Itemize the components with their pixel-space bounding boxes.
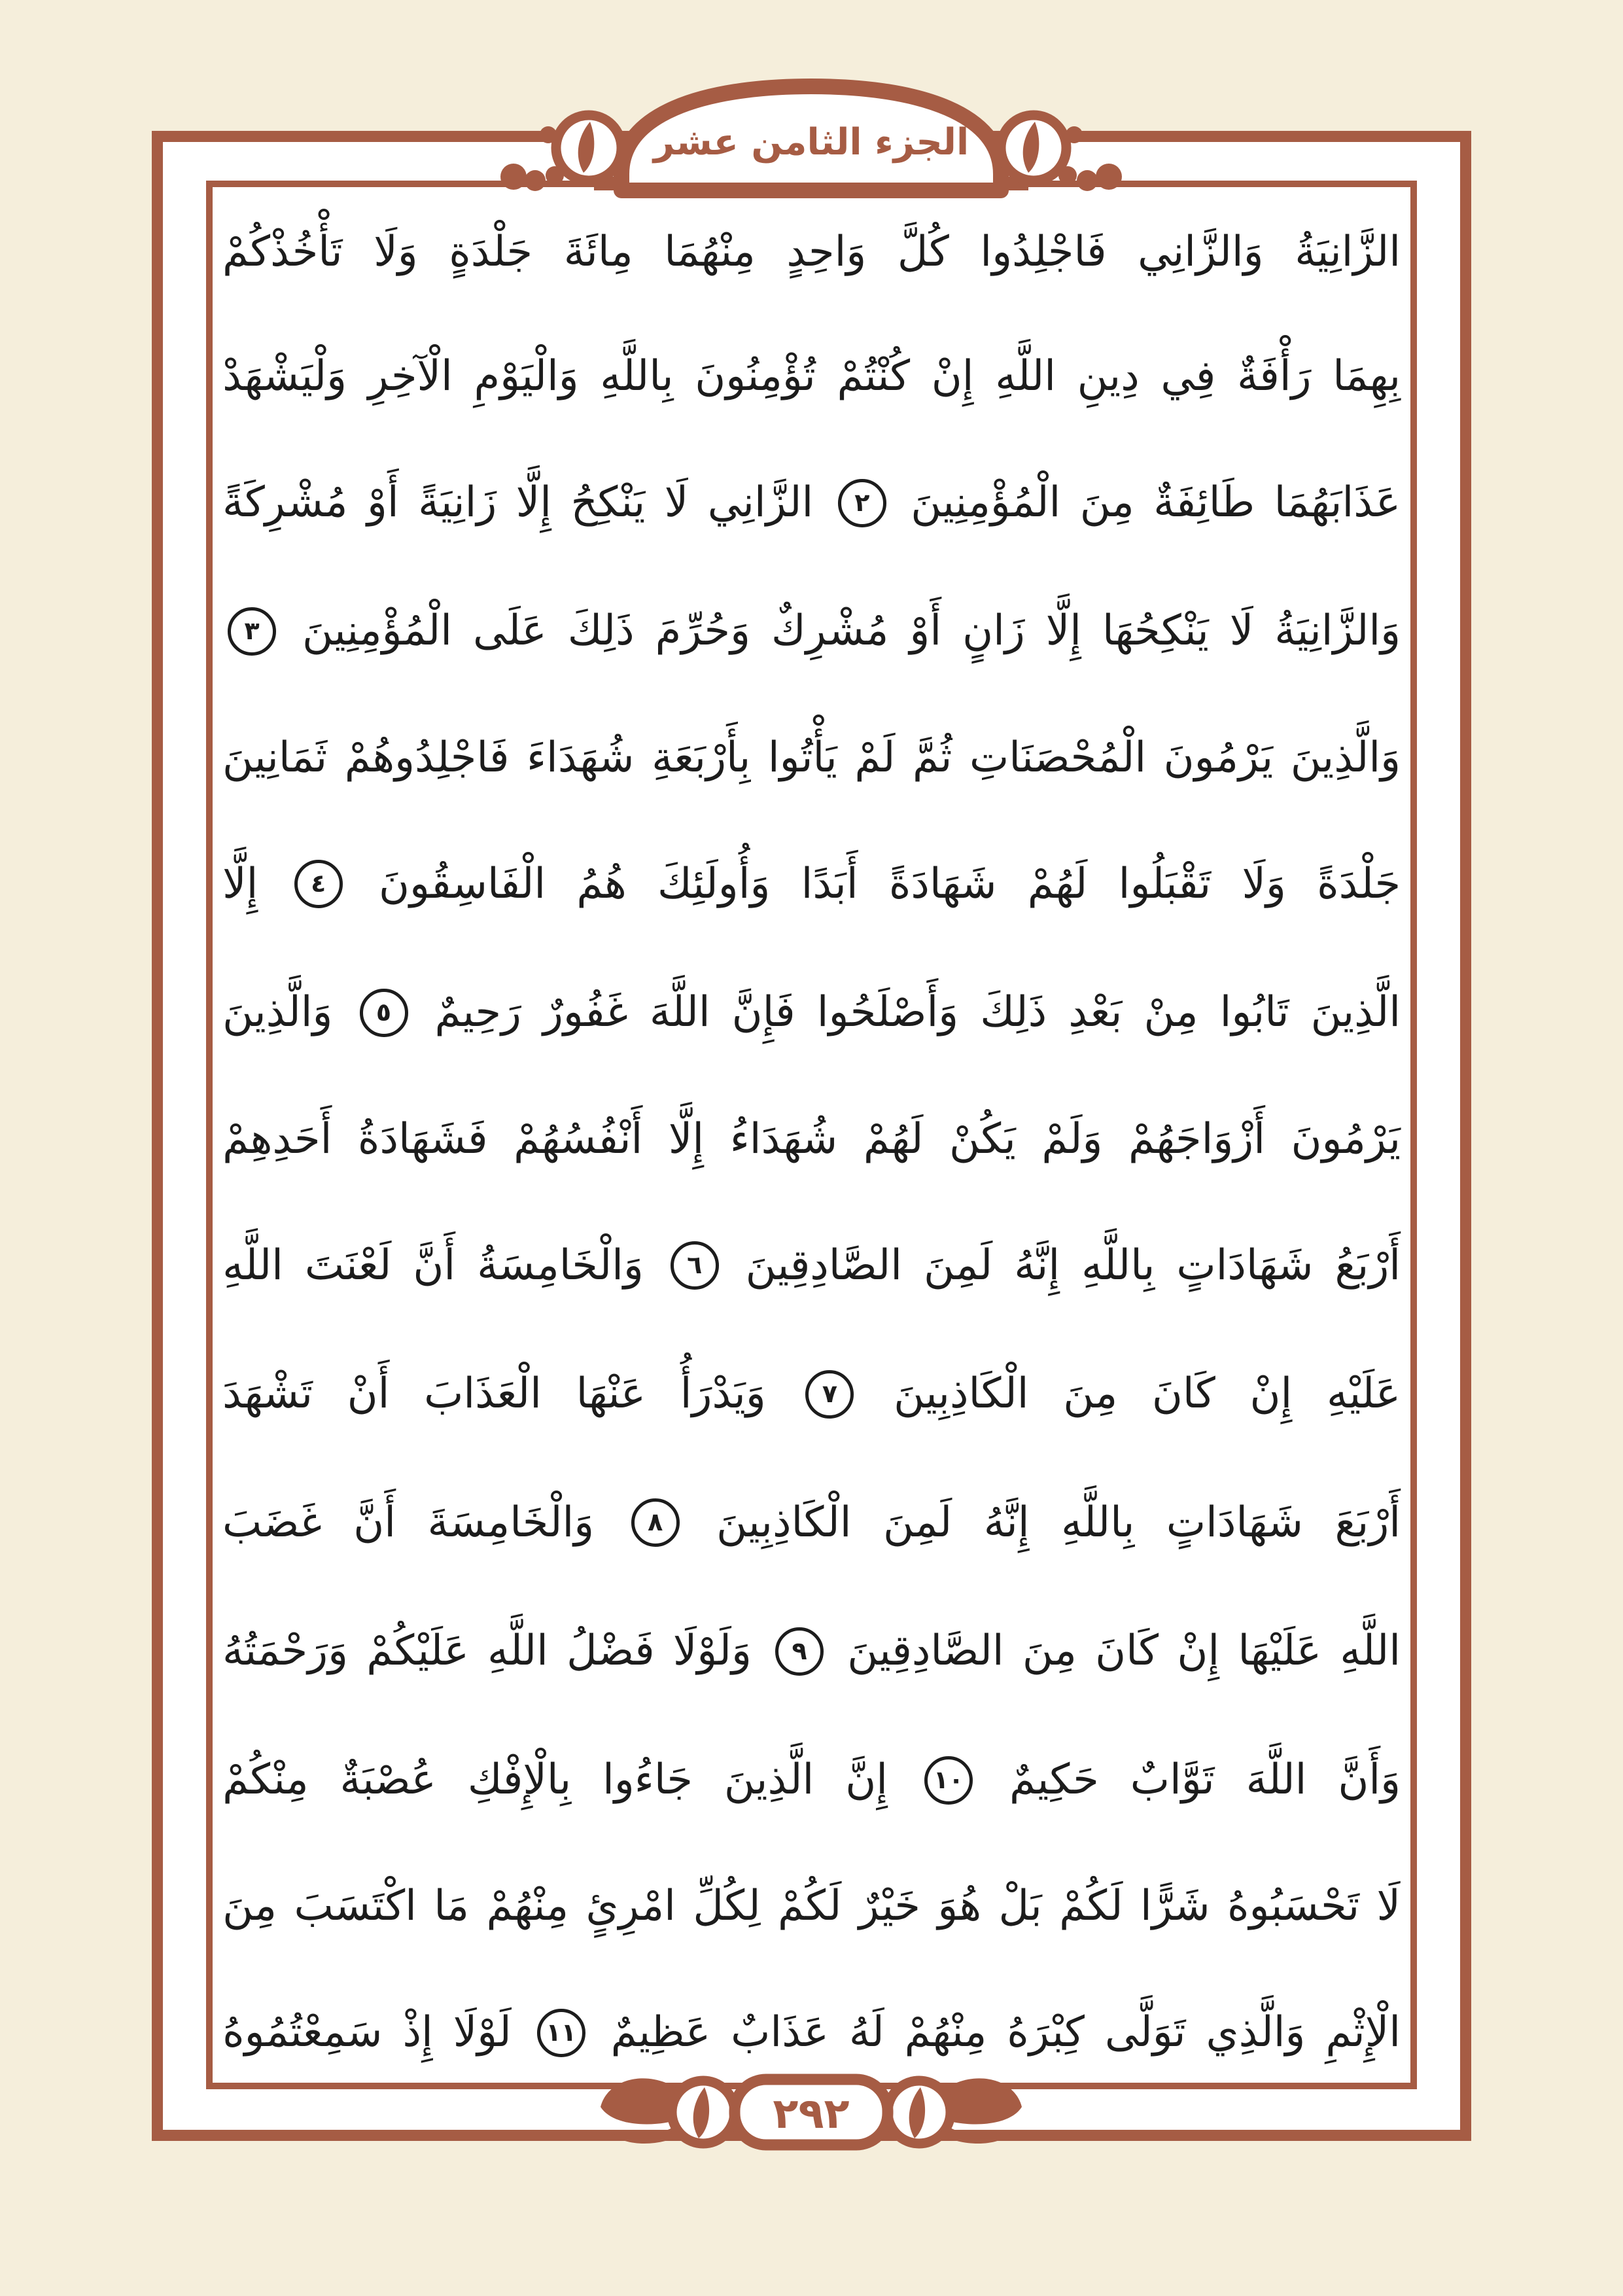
ayah-word: وَاحِدٍ	[786, 228, 867, 276]
ayah-word: عَنْهَا	[576, 1369, 646, 1419]
verse-number: ٥	[375, 997, 392, 1027]
ayah-word: اللَّهِ	[995, 351, 1056, 400]
ayah-word: الصَّادِقِينَ	[847, 1627, 1004, 1676]
ayah-word: فَاجْلِدُوهُمْ	[344, 733, 510, 782]
ayah-word: لَا	[1376, 1882, 1401, 1931]
ayah-word: وَلَمْ	[1041, 1114, 1103, 1163]
ayah-word: عَلَيْهِ	[1327, 1369, 1401, 1419]
ayah-word: عَلَى	[472, 607, 547, 656]
ayah-word: ثُمَّ	[913, 733, 952, 782]
ayah-word: طَائِفَةٌ	[1153, 478, 1255, 527]
ayah-word: جَلْدَةٍ	[449, 228, 533, 276]
ayah-word: إِنَّ	[845, 1755, 888, 1804]
ayah-word: بَلْ	[998, 1882, 1042, 1931]
ayah-word: شُهَدَاءُ	[729, 1114, 838, 1163]
ayah-word: عَظِيمٌ	[610, 2008, 711, 2057]
ayah-word: تَقْبَلُوا	[1118, 859, 1212, 908]
ayah-word: بِاللَّهِ	[600, 351, 674, 400]
ayah-word: زَانٍ	[962, 607, 1025, 656]
ayah-word: عَلَيْهَا	[1238, 1627, 1321, 1676]
quran-line	[222, 607, 1401, 656]
ayah-word: أَوْ	[909, 607, 942, 656]
ayah-word: وَالَّذِينَ	[222, 988, 333, 1037]
verse-number: ٩	[792, 1636, 807, 1665]
ayah-word: وَلْيَشْهَدْ	[222, 351, 347, 400]
ayah-word: شَهَادَةً	[888, 859, 997, 908]
ayah-word: غَفُورٌ	[542, 988, 628, 1037]
footer-ornament	[582, 2055, 1040, 2169]
ayah-word: الْإِثْمِ	[1325, 2008, 1401, 2057]
page-number: ٢٩٢	[773, 2090, 850, 2138]
verse-number: ٢	[854, 487, 870, 517]
ayah-word: وَأَصْلَحُوا	[816, 988, 959, 1037]
ayah-word: كَانَ	[1095, 1627, 1159, 1676]
ayah-word: شُهَدَاءَ	[526, 733, 635, 782]
ayah-word: وَالزَّانِي	[1138, 228, 1264, 276]
ayah-word: عَذَابَهُمَا	[1274, 478, 1401, 527]
ayah-word: مِنْهُمَا	[664, 228, 756, 276]
ayah-word: اللَّهَ	[649, 988, 710, 1037]
ayah-word: بِاللَّهِ	[1061, 1498, 1135, 1547]
quran-line	[222, 1627, 1401, 1676]
ayah-word: إِنَّهُ	[1014, 1241, 1060, 1290]
ayah-word: اكْتَسَبَ	[294, 1882, 417, 1931]
ayah-word: يَأْتُوا	[767, 733, 837, 782]
ayah-word: لَمْ	[854, 733, 896, 782]
ayah-word: مِنْ	[1143, 988, 1198, 1037]
verse-number: ٧	[822, 1379, 838, 1408]
quran-text-block	[222, 230, 1401, 2057]
ayah-word: تَوَلَّى	[1104, 2008, 1186, 2057]
ayah-word: وَلَا	[1242, 859, 1286, 908]
ayah-word: هُوَ	[937, 1882, 982, 1931]
ayah-word: وَالْخَامِسَةُ	[477, 1241, 644, 1290]
verse-number: ٨	[648, 1508, 663, 1537]
ayah-word: أَنْ	[347, 1369, 390, 1419]
verse-number: ٣	[244, 616, 260, 646]
ayah-word: مُشْرِكَةً	[222, 478, 348, 527]
ayah-word: أَنَّ	[353, 1498, 396, 1547]
ayah-word: الْمُؤْمِنِينَ	[302, 607, 452, 656]
ayah-word: تَحْسَبُوهُ	[1227, 1882, 1360, 1931]
ayah-word: مُشْرِكٌ	[771, 607, 889, 656]
ayah-word: فَاجْلِدُوا	[980, 228, 1107, 276]
ayah-word: أَرْبَعُ	[1335, 1241, 1401, 1290]
ayah-word: كُلَّ	[897, 228, 949, 276]
ayah-word: الْفَاسِقُونَ	[378, 859, 546, 908]
verse-number: ٤	[311, 869, 326, 898]
ayah-word: ذَلِكَ	[980, 988, 1047, 1037]
ayah-word: خَيْرٌ	[858, 1882, 920, 1931]
ayah-word: وَأُولَئِكَ	[657, 859, 771, 908]
ayah-word: الْآخِرِ	[368, 351, 453, 400]
ayah-word: لَمِنَ	[924, 1241, 993, 1290]
quran-line	[222, 1241, 1401, 1290]
ayah-word: بِأَرْبَعَةِ	[652, 733, 751, 782]
ayah-word: مِنَ	[1022, 1627, 1077, 1676]
ayah-word: إِنْ	[931, 351, 974, 400]
verse-number: ٦	[687, 1250, 703, 1280]
ayah-word: إِلَّا	[668, 1114, 705, 1163]
ayah-word: مِنَ	[222, 1882, 277, 1931]
ayah-word: غَضَبَ	[222, 1498, 322, 1547]
ayah-word: مِنَ	[1079, 478, 1134, 527]
ayah-word: الزَّانِيَةُ	[1295, 228, 1401, 276]
verse-number-marker	[631, 1498, 680, 1547]
ayah-word: لَا	[1229, 607, 1254, 656]
ayah-word: إِلَّا	[222, 859, 258, 908]
ayah-word: إِلَّا	[1045, 607, 1082, 656]
ayah-word: إِنْ	[1249, 1369, 1293, 1419]
verse-number-marker	[838, 479, 886, 527]
ayah-word: امْرِئٍ	[585, 1882, 676, 1931]
quran-line	[222, 479, 1401, 527]
verse-number-marker	[775, 1627, 824, 1676]
ayah-word: لَهُ	[848, 2008, 884, 2057]
verse-number: ١١	[546, 2017, 576, 2047]
quran-line	[222, 733, 1401, 782]
ayah-word: كَانَ	[1151, 1369, 1215, 1419]
verse-number-marker	[537, 2009, 585, 2057]
ayah-word: وَحُرِّمَ	[655, 607, 751, 656]
ayah-word: وَلَوْلَا	[672, 1627, 752, 1676]
ayah-word: وَلَا	[374, 228, 418, 276]
ayah-word: الْكَاذِبِينَ	[894, 1369, 1029, 1419]
ayah-word: لَكُمْ	[1059, 1882, 1123, 1931]
ayah-word: لَوْلَا	[453, 2008, 512, 2057]
ayah-word: جَلْدَةً	[1317, 859, 1401, 908]
ayah-word: بَعْدِ	[1068, 988, 1123, 1037]
scallop-icon	[1077, 170, 1098, 191]
ayah-word: لَهُمْ	[863, 1114, 924, 1163]
ayah-word: مِنْهُمْ	[904, 2008, 987, 2057]
scallop-icon	[1096, 164, 1122, 190]
verse-number-marker	[294, 860, 343, 908]
ayah-word: ذَلِكَ	[567, 607, 635, 656]
ayah-word: لَعْنَتَ	[304, 1241, 392, 1290]
ayah-word: الْمُحْصَنَاتِ	[969, 733, 1147, 782]
ayah-word: إِنَّهُ	[983, 1498, 1030, 1547]
ayah-word: حَكِيمٌ	[1009, 1755, 1099, 1804]
ayah-word: بِهِمَا	[1333, 351, 1401, 400]
ayah-word: وَيَدْرَأُ	[680, 1369, 766, 1419]
ayah-word: دِينِ	[1077, 351, 1140, 400]
quran-line	[222, 351, 1401, 400]
ayah-word: تُؤْمِنُونَ	[695, 351, 816, 400]
ayah-word: مِنْكُمْ	[222, 1755, 309, 1804]
ayah-word: اللَّهَ	[1246, 1755, 1307, 1804]
ayah-word: وَالْخَامِسَةَ	[427, 1498, 595, 1547]
ayah-word: أَبَدًا	[801, 859, 858, 908]
verse-number-marker	[924, 1756, 973, 1805]
ayah-word: لَهُمْ	[1027, 859, 1088, 908]
ayah-word: وَالَّذِي	[1206, 2008, 1306, 2057]
ayah-word: يَرْمُونَ	[1291, 1114, 1401, 1163]
ayah-word: مَا	[434, 1882, 470, 1931]
ayah-word: وَالَّذِينَ	[1290, 733, 1401, 782]
ayah-word: الصَّادِقِينَ	[745, 1241, 903, 1290]
quran-line	[222, 1498, 1401, 1547]
quran-line	[222, 860, 1401, 908]
ayah-word: الْكَاذِبِينَ	[716, 1498, 852, 1547]
ayah-word: رَأْفَةٌ	[1236, 351, 1312, 400]
ayah-word: أَرْبَعَ	[1335, 1498, 1401, 1547]
ayah-word: كُنْتُمْ	[837, 351, 911, 400]
ayah-word: الْعَذَابَ	[424, 1369, 542, 1419]
ayah-word: تَابُوا	[1219, 988, 1289, 1037]
verse-number-marker	[360, 989, 408, 1037]
ayah-word: اللَّهِ	[222, 1241, 283, 1290]
ayah-word: تَأْخُذْكُمْ	[222, 228, 343, 276]
ayah-word: شَهَادَاتٍ	[1166, 1498, 1303, 1547]
ayah-word: أَنَّ	[413, 1241, 456, 1290]
ayah-word: يَنْكِحُ	[570, 478, 646, 527]
quran-line	[222, 1114, 1401, 1163]
verse-number-marker	[671, 1241, 719, 1290]
ayah-word: لَمِنَ	[883, 1498, 952, 1547]
ayah-word: لَكُمْ	[777, 1882, 842, 1931]
ayah-word: الْمُؤْمِنِينَ	[911, 478, 1061, 527]
ayah-word: جَاءُوا	[602, 1755, 693, 1804]
ayah-word: عُصْبَةٌ	[340, 1755, 436, 1804]
ayah-word: الَّذِينَ	[724, 1755, 814, 1804]
ayah-word: الَّذِينَ	[1310, 988, 1401, 1037]
ayah-word: لِكُلِّ	[693, 1882, 761, 1931]
ayah-word: عَذَابٌ	[731, 2008, 829, 2057]
quran-line	[222, 1370, 1401, 1419]
ayah-word: هُمُ	[576, 859, 627, 908]
ayah-word: وَالْيَوْمِ	[474, 351, 579, 400]
verse-number-marker	[805, 1370, 854, 1419]
header-ornament	[484, 77, 1138, 205]
ayah-word: مِنْهُمْ	[486, 1882, 569, 1931]
ayah-word: كِبْرَهُ	[1007, 2008, 1085, 2057]
ayah-word: أَنْفُسُهُمْ	[514, 1114, 643, 1163]
ayah-word: فَإِنَّ	[731, 988, 795, 1037]
ayah-word: الزَّانِي	[707, 478, 814, 527]
quran-line	[222, 1756, 1401, 1805]
ayah-word: مِائَةَ	[563, 228, 633, 276]
ayah-word: أَزْوَاجَهُمْ	[1128, 1114, 1265, 1163]
ayah-word: عَلَيْكُمْ	[366, 1627, 469, 1676]
ayah-word: رَحِيمٌ	[434, 988, 521, 1037]
ayah-word: وَالزَّانِيَةُ	[1274, 607, 1401, 656]
ayah-word: يَكُنْ	[949, 1114, 1016, 1163]
ayah-word: اللَّهِ	[1340, 1627, 1401, 1676]
ayah-word: وَأَنَّ	[1338, 1755, 1401, 1804]
scallop-icon	[500, 164, 527, 190]
ayah-word: أَوْ	[366, 478, 399, 527]
ayah-word: فَضْلُ	[567, 1627, 655, 1676]
juz-title: الجزء الثامن عشر	[653, 121, 969, 164]
verse-number: ١٠	[933, 1765, 964, 1794]
quran-line	[222, 989, 1401, 1037]
ayah-word: يَنْكِحُهَا	[1102, 607, 1209, 656]
quran-line	[222, 1882, 1401, 1931]
quran-line	[222, 230, 1401, 274]
ayah-word: وَرَحْمَتُهُ	[222, 1627, 349, 1676]
ayah-word: سَمِعْتُمُوهُ	[222, 2008, 383, 2057]
ayah-word: لَا	[664, 478, 689, 527]
verse-number-marker	[228, 607, 276, 656]
ayah-word: شَهَادَاتٍ	[1176, 1241, 1314, 1290]
ayah-word: شَرًّا	[1140, 1882, 1210, 1931]
ayah-word: ثَمَانِينَ	[222, 733, 328, 782]
scallop-icon	[525, 170, 546, 191]
ayah-word: اللَّهِ	[487, 1627, 548, 1676]
ayah-word: بِاللَّهِ	[1081, 1241, 1155, 1290]
quran-line	[222, 2009, 1401, 2057]
ayah-word: بِالْإِفْكِ	[467, 1755, 572, 1804]
ayah-word: مِنَ	[1063, 1369, 1118, 1419]
ayah-word: تَوَّابٌ	[1130, 1755, 1215, 1804]
ayah-word: إِلَّا	[515, 478, 552, 527]
ayah-word: فَشَهَادَةُ	[357, 1114, 488, 1163]
ayah-word: يَرْمُونَ	[1163, 733, 1274, 782]
ayah-word: تَشْهَدَ	[222, 1369, 313, 1419]
ayah-word: فِي	[1161, 351, 1216, 400]
ayah-word: إِنْ	[1177, 1627, 1220, 1676]
ayah-word: أَحَدِهِمْ	[222, 1114, 332, 1163]
ayah-word: إِذْ	[402, 2008, 433, 2057]
ayah-word: زَانِيَةً	[418, 478, 497, 527]
